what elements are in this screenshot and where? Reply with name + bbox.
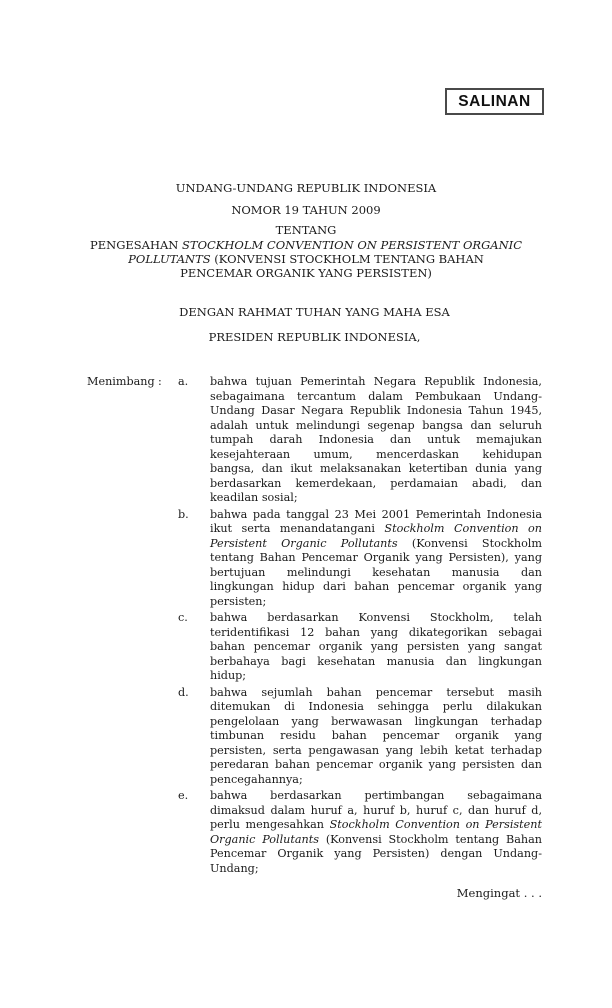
item-text-line bbox=[210, 789, 542, 804]
text-segment: berbahaya bagi kesehatan manusia dan lingkungan bbox=[210, 654, 542, 668]
text-segment: peredaran bahan pencemar organik yang persisten dan bbox=[210, 758, 542, 771]
item-text-line bbox=[210, 655, 542, 670]
text-segment: (Konvensi Stockholm tentang Bahan bbox=[319, 832, 542, 846]
considerations-section bbox=[87, 375, 542, 878]
text-segment: perlu mengesahkan bbox=[210, 818, 330, 831]
text-segment: bertujuan melindungi kesehatan manusia dan bbox=[210, 565, 542, 579]
text-segment: bahwa sejumlah bahan pencemar tersebut masih bbox=[210, 685, 542, 699]
item-text-line bbox=[210, 477, 542, 492]
item-text-line bbox=[210, 404, 542, 419]
item-text bbox=[210, 789, 542, 876]
item-letter: a. bbox=[178, 375, 189, 388]
item-text-line bbox=[210, 491, 542, 506]
text-segment: bahwa tujuan Pemerintah Negara Republik Indonesia, bbox=[210, 375, 542, 388]
text-segment: Undang; bbox=[210, 861, 259, 875]
considerations-list bbox=[178, 375, 542, 878]
item-text-line bbox=[210, 611, 542, 626]
text-segment: hidup; bbox=[210, 669, 247, 682]
law-title: UNDANG-UNDANG REPUBLIK INDONESIA bbox=[175, 181, 437, 195]
item-text-line bbox=[210, 626, 542, 641]
italic-text-segment: Persistent Organic Pollutants bbox=[210, 536, 398, 550]
text-segment: tentang Bahan Pencemar Organik yang Persisten), yang bbox=[210, 551, 542, 564]
text-segment: teridentifikasi 12 bahan yang dikategorikan sebagai bbox=[210, 625, 542, 639]
item-text-line bbox=[210, 537, 542, 552]
item-text-line bbox=[210, 700, 542, 715]
text-segment: Undang Dasar Negara Republik Indonesia Tahun 1945, bbox=[210, 404, 542, 417]
item-text-line bbox=[210, 508, 542, 523]
item-letter: c. bbox=[178, 611, 188, 624]
text-segment: (KONVENSI STOCKHOLM TENTANG BAHAN bbox=[210, 252, 484, 266]
salinan-stamp bbox=[445, 88, 544, 115]
text-segment: persisten; bbox=[210, 594, 267, 608]
item-text bbox=[210, 611, 542, 684]
invocation-line: DENGAN RAHMAT TUHAN YANG MAHA ESA bbox=[179, 305, 450, 319]
item-text-line bbox=[210, 758, 542, 773]
law-subject bbox=[26, 238, 586, 280]
consideration-item-c bbox=[178, 611, 542, 684]
item-letter: d. bbox=[178, 685, 189, 699]
colon-separator: : bbox=[158, 375, 162, 388]
italic-text-segment: Stockholm Convention on bbox=[384, 522, 542, 535]
considerations-label: Menimbang bbox=[87, 375, 155, 388]
item-text-line bbox=[210, 375, 542, 390]
text-segment: berdasarkan kemerdekaan, perdamaian abadi, dan bbox=[210, 476, 542, 490]
text-segment: bangsa, dan ikut melaksanakan ketertiban dunia yang bbox=[210, 462, 542, 475]
text-segment: bahwa berdasarkan Konvensi Stockholm, telah bbox=[210, 611, 542, 624]
text-segment: bahwa berdasarkan pertimbangan sebagaimana bbox=[210, 789, 542, 802]
item-text-line bbox=[210, 862, 542, 877]
subject-line bbox=[26, 238, 586, 252]
text-segment: persisten, serta pengawasan yang lebih ketat terhadap bbox=[210, 743, 542, 757]
item-text-line bbox=[210, 551, 542, 566]
item-text-line bbox=[210, 833, 542, 848]
text-segment: bahwa pada tanggal 23 Mei 2001 Pemerintah Indonesia bbox=[210, 507, 542, 521]
text-segment: keadilan sosial; bbox=[210, 491, 298, 504]
item-text-line bbox=[210, 729, 542, 744]
subject-line bbox=[26, 266, 586, 280]
consideration-item-a bbox=[178, 375, 542, 506]
item-letter: e. bbox=[178, 789, 189, 802]
item-text-line bbox=[210, 686, 542, 701]
text-segment: lingkungan hidup dari bahan pencemar organik yang bbox=[210, 580, 542, 593]
item-text-line bbox=[210, 847, 542, 862]
item-text-line bbox=[210, 522, 542, 537]
item-text-line bbox=[210, 448, 542, 463]
text-segment: ditemukan di Indonesia sehingga perlu dilakukan bbox=[210, 700, 542, 713]
item-text bbox=[210, 686, 542, 788]
item-text-line bbox=[210, 433, 542, 448]
item-text-line bbox=[210, 818, 542, 833]
consideration-item-d bbox=[178, 686, 542, 788]
law-number: NOMOR 19 TAHUN 2009 bbox=[231, 203, 381, 217]
item-text-line bbox=[210, 744, 542, 759]
item-letter: b. bbox=[178, 507, 189, 521]
item-text-line bbox=[210, 715, 542, 730]
item-text-line bbox=[210, 804, 542, 819]
italic-text-segment: Organic Pollutants bbox=[210, 832, 319, 846]
item-text-line bbox=[210, 566, 542, 581]
item-text-line bbox=[210, 419, 542, 434]
text-segment: ikut serta menandatangani bbox=[210, 522, 385, 535]
text-segment: Pencemar Organik yang Persisten) dengan Undang- bbox=[210, 847, 542, 860]
subject-line bbox=[26, 252, 586, 266]
item-text-line bbox=[210, 640, 542, 655]
tentang-label: TENTANG bbox=[275, 223, 337, 237]
text-segment: dimaksud dalam huruf a, huruf b, huruf c, dan huruf d, bbox=[210, 803, 542, 817]
text-segment: adalah untuk melindungi segenap bangsa dan seluruh bbox=[210, 418, 542, 432]
item-text-line bbox=[210, 595, 542, 610]
item-text bbox=[210, 508, 542, 610]
item-text bbox=[210, 375, 542, 506]
text-segment: sebagaimana tercantum dalam Pembukaan Undang- bbox=[210, 389, 542, 403]
text-segment: pencegahannya; bbox=[210, 772, 303, 786]
item-text-line bbox=[210, 773, 542, 788]
italic-text-segment: Stockholm Convention on Persistent bbox=[329, 818, 542, 831]
item-text-line bbox=[210, 580, 542, 595]
text-segment: (Konvensi Stockholm bbox=[397, 536, 542, 550]
text-segment: PENGESAHAN bbox=[90, 238, 183, 252]
italic-text-segment: STOCKHOLM CONVENTION ON PERSISTENT ORGANIC bbox=[182, 238, 522, 252]
text-segment: bahan pencemar organik yang persisten yang sangat bbox=[210, 640, 542, 653]
item-text-line bbox=[210, 669, 542, 684]
italic-text-segment: POLLUTANTS bbox=[128, 252, 211, 266]
catchword-mengingat: Mengingat . . . bbox=[456, 886, 542, 900]
text-segment: kesejahteraan umum, mencerdaskan kehidupan bbox=[210, 447, 542, 461]
text-segment: pengelolaan yang berwawasan lingkungan terhadap bbox=[210, 714, 542, 728]
authority-line: PRESIDEN REPUBLIK INDONESIA, bbox=[208, 330, 421, 344]
text-segment: timbunan residu bahan pencemar organik yang bbox=[210, 729, 542, 742]
text-segment: PENCEMAR ORGANIK YANG PERSISTEN) bbox=[180, 266, 432, 280]
text-segment: tumpah darah Indonesia dan untuk memajukan bbox=[210, 433, 542, 446]
consideration-item-b bbox=[178, 508, 542, 610]
consideration-item-e bbox=[178, 789, 542, 876]
item-text-line bbox=[210, 390, 542, 405]
salinan-label: SALINAN bbox=[458, 92, 531, 110]
item-text-line bbox=[210, 462, 542, 477]
